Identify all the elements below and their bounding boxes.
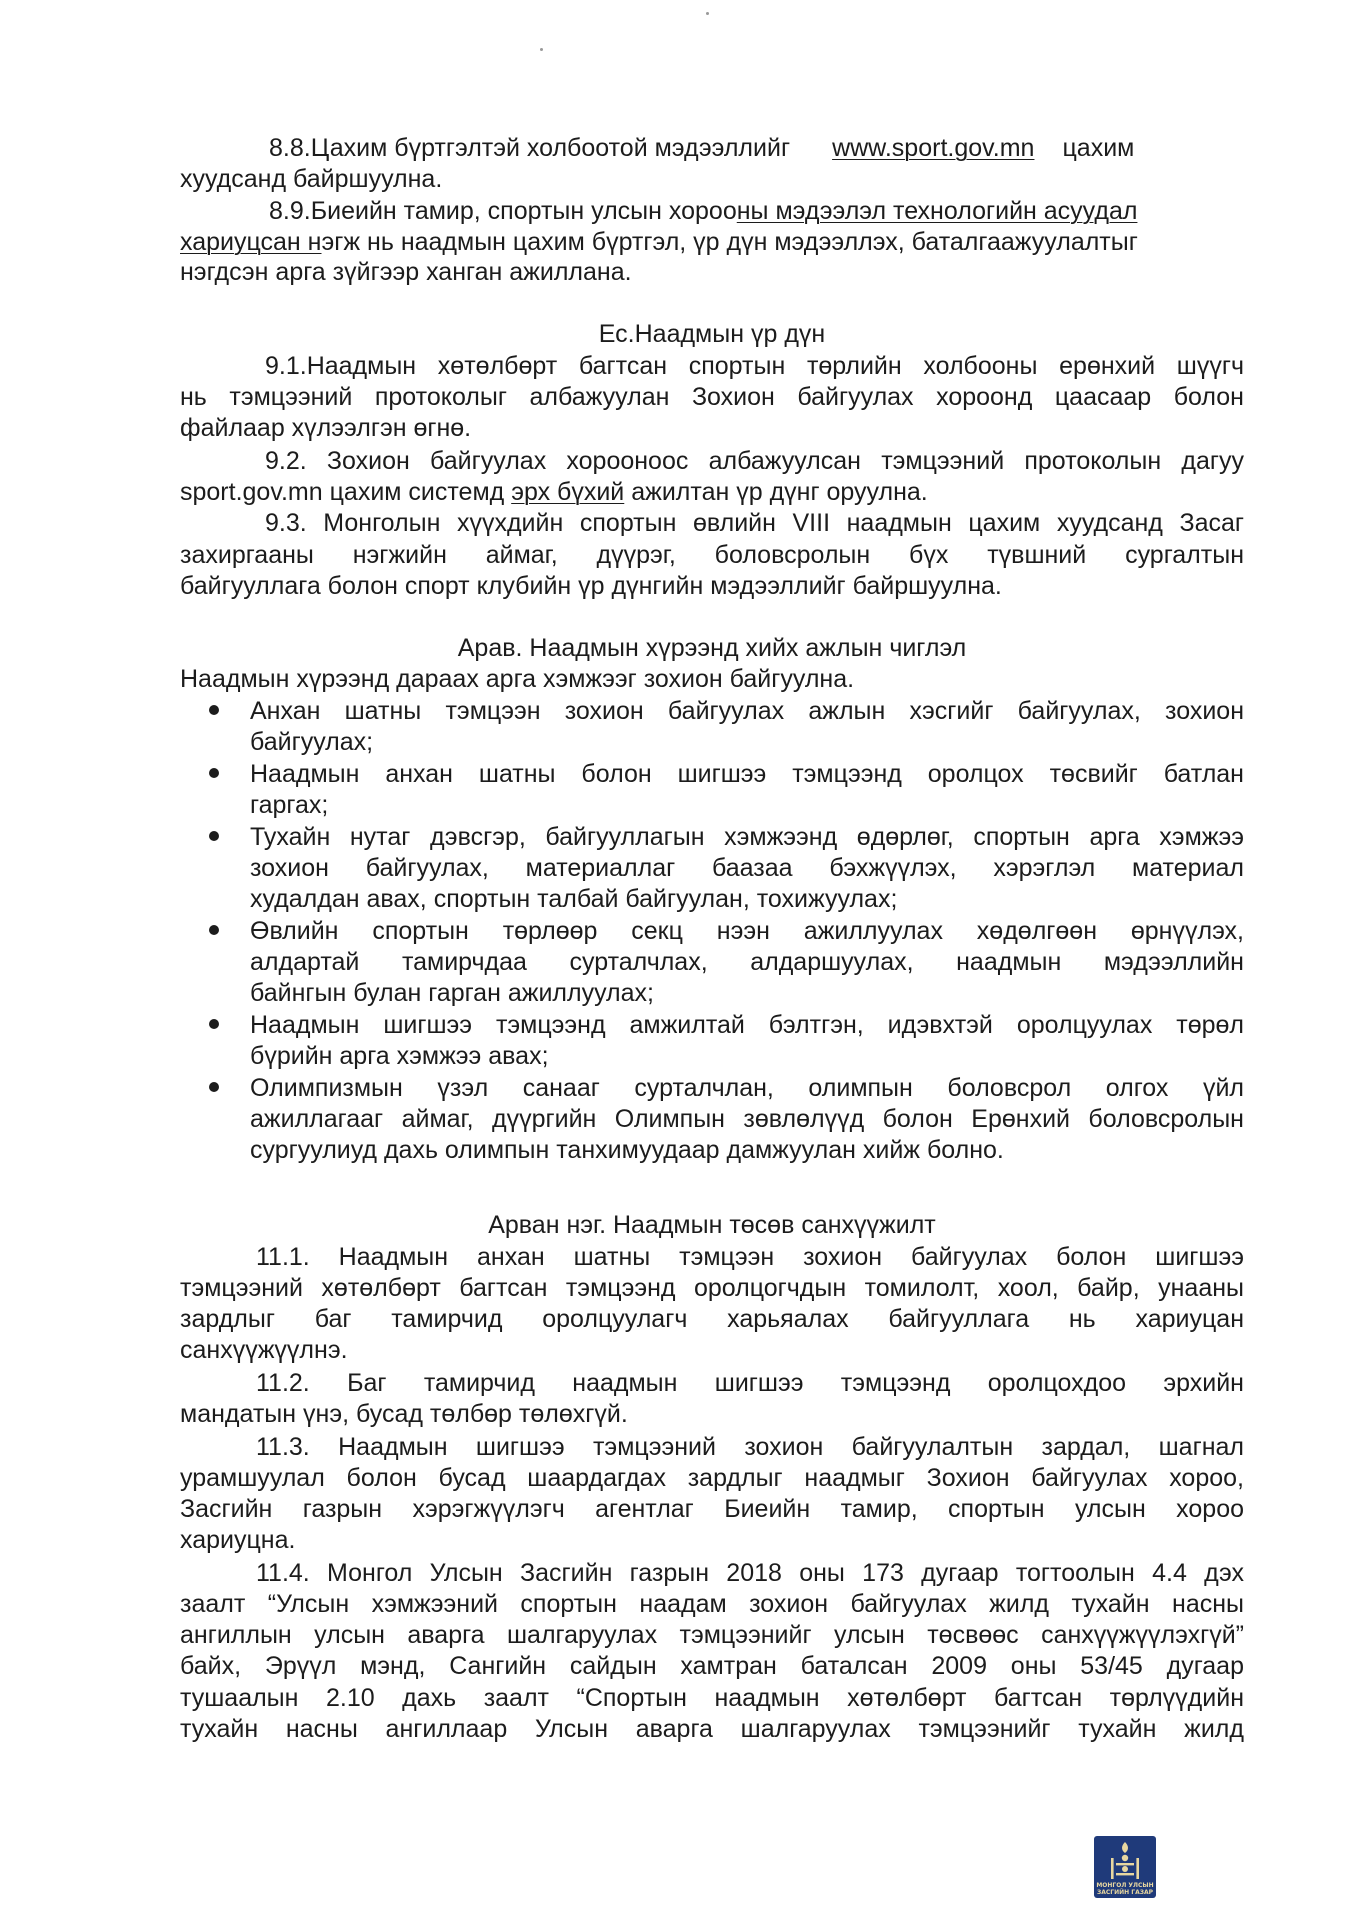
bullet-1-line-1: Анхан шатны тэмцээн зохион байгуулах ажлын хэсгийг байгуулах, зохион bbox=[250, 697, 1244, 725]
paragraph-11-4-line-1: 11.4. Монгол Улсын Засгийн газрын 2018 оны 173 дугаар тогтоолын 4.4 дэх bbox=[256, 1559, 1244, 1587]
sport-gov-link[interactable]: www.sport.gov.mn bbox=[832, 134, 1035, 162]
text-run: эгж нь наадмын цахим бүртгэл, үр дүн мэдээллэх, баталгаажуулалтыг bbox=[321, 228, 1138, 256]
bullet-3-line-3: худалдан авах, спортын талбай байгуулан, тохижуулах; bbox=[250, 885, 898, 913]
paragraph-11-4-line-4: байх, Эрүүл мэнд, Сангийн сайдын хамтран баталсан 2009 оны 53/45 дугаар bbox=[180, 1652, 1244, 1680]
bullet-icon bbox=[209, 831, 219, 841]
paragraph-11-2-line-1: 11.2. Баг тамирчид наадмын шигшээ тэмцээнд оролцохдоо эрхийн bbox=[256, 1369, 1244, 1397]
bullet-6-line-1: Олимпизмын үзэл санааг сурталчлан, олимпын боловсрол олгох үйл bbox=[250, 1074, 1244, 1102]
bullet-6-line-2: ажиллагааг аймаг, дүүргийн Олимпын зөвлөлүүд болон Ерөнхий боловсролын bbox=[250, 1105, 1244, 1133]
paragraph-11-1-line-2: тэмцээний хөтөлбөрт багтсан тэмцээнд оролцогчдын томилолт, хоол, байр, унааны bbox=[180, 1274, 1244, 1302]
paragraph-8-9-line-1 bbox=[269, 196, 1244, 226]
bullet-4-line-3: байнгын булан гарган ажиллуулах; bbox=[250, 979, 654, 1007]
bullet-icon bbox=[209, 1019, 219, 1029]
paragraph-8-9-line-3: нэгдсэн арга зүйгээр ханган ажиллана. bbox=[180, 258, 632, 286]
text-run: sport.gov.mn цахим системд bbox=[180, 478, 505, 506]
section-11-heading: Арван нэг. Наадмын төсөв санхүүжилт bbox=[488, 1211, 936, 1239]
paragraph-9-3-line-1: 9.3. Монголын хүүхдийн спортын өвлийн VIII наадмын цахим хуудсанд Засаг bbox=[265, 509, 1244, 537]
bullet-icon bbox=[209, 705, 219, 715]
paragraph-9-3-line-3: байгууллага болон спорт клубийн үр дүнгийн мэдээллийг байршуулна. bbox=[180, 572, 1002, 600]
paragraph-9-1-line-3: файлаар хүлээлгэн өгнө. bbox=[180, 414, 472, 442]
underlined-run: эрх бүхий bbox=[511, 478, 625, 506]
government-seal-icon bbox=[1094, 1836, 1156, 1898]
bullet-4-line-2: алдартай тамирчдаа сурталчлах, алдаршуулах, наадмын мэдээллийн bbox=[250, 948, 1244, 976]
text-run: 8.8.Цахим бүртгэлтэй холбоотой мэдээллийг bbox=[269, 134, 791, 162]
paragraph-11-4-line-2: заалт “Улсын хэмжээний спортын наадам зохион байгуулах жилд тухайн насны bbox=[180, 1590, 1244, 1618]
paragraph-11-1-line-1: 11.1. Наадмын анхан шатны тэмцээн зохион байгуулах болон шигшээ bbox=[256, 1243, 1244, 1271]
text-run: цахим bbox=[1062, 134, 1135, 162]
paragraph-8-9-line-2 bbox=[180, 227, 1244, 257]
seal-text: ЗАСГИЙН ГАЗАР bbox=[1096, 1889, 1154, 1896]
underlined-run: хариуцсан н bbox=[180, 228, 322, 256]
paragraph-8-8-line-1 bbox=[269, 133, 1244, 163]
paragraph-8-8-line-2: хуудсанд байршуулна. bbox=[180, 165, 443, 193]
paragraph-9-2-line-2 bbox=[180, 477, 1244, 507]
paragraph-11-3-line-4: хариуцна. bbox=[180, 1526, 296, 1554]
bullet-6-line-3: сургуулиуд дахь олимпын танхимуудаар дамжуулан хийж болно. bbox=[250, 1136, 1004, 1164]
bullet-icon bbox=[209, 925, 219, 935]
bullet-icon bbox=[209, 768, 219, 778]
paragraph-11-1-line-4: санхүүжүүлнэ. bbox=[180, 1336, 348, 1364]
paragraph-11-4-line-5: тушаалын 2.10 дахь заалт “Спортын наадмын хөтөлбөрт багтсан төрлүүдийн bbox=[180, 1684, 1244, 1712]
paragraph-11-3-line-2: урамшуулал болон бусад шаардагдах зардлыг наадмыг Зохион байгуулах хороо, bbox=[180, 1464, 1244, 1492]
paragraph-11-3-line-1: 11.3. Наадмын шигшээ тэмцээний зохион байгуулалтын зардал, шагнал bbox=[256, 1433, 1244, 1461]
section-10-intro: Наадмын хүрээнд дараах арга хэмжээг зохион байгуулна. bbox=[180, 665, 855, 693]
section-10-heading: Арав. Наадмын хүрээнд хийх ажлын чиглэл bbox=[457, 634, 967, 662]
bullet-icon bbox=[209, 1082, 219, 1092]
paragraph-11-1-line-3: зардлыг баг тамирчид оролцуулагч харьяалах байгууллага нь хариуцан bbox=[180, 1305, 1244, 1333]
paragraph-9-1-line-2: нь тэмцээний протоколыг албажуулан Зохион байгуулах хороонд цаасаар болон bbox=[180, 383, 1244, 411]
paragraph-11-4-line-3: ангиллын улсын аварга шалгаруулах тэмцээнийг улсын төсвөөс санхүүжүүлэхгүй” bbox=[180, 1621, 1244, 1649]
text-run: ажилтан үр дүнг оруулна. bbox=[631, 478, 928, 506]
paragraph-9-3-line-2: захиргааны нэгжийн аймаг, дүүрэг, боловсролын бүх түвшний сургалтын bbox=[180, 541, 1244, 569]
paragraph-9-2-line-1: 9.2. Зохион байгуулах хорооноос албажуулсан тэмцээний протоколын дагуу bbox=[265, 447, 1244, 475]
paragraph-11-2-line-2: мандатын үнэ, бусад төлбөр төлөхгүй. bbox=[180, 1400, 628, 1428]
bullet-3-line-2: зохион байгуулах, материаллаг баазаа бэхжүүлэх, хэрэглэл материал bbox=[250, 854, 1244, 882]
seal-text: МОНГОЛ УЛСЫН bbox=[1096, 1882, 1154, 1889]
bullet-2-line-2: гаргах; bbox=[250, 791, 329, 819]
text-run: 8.9.Биеийн тамир, спортын улсын хороо bbox=[269, 197, 737, 225]
scan-speck bbox=[706, 12, 709, 15]
bullet-1-line-2: байгуулах; bbox=[250, 728, 374, 756]
bullet-3-line-1: Тухайн нутаг дэвсгэр, байгууллагын хэмжээнд өдөрлөг, спортын арга хэмжээ bbox=[250, 823, 1244, 851]
section-9-heading: Ес.Наадмын үр дүн bbox=[598, 320, 826, 348]
bullet-2-line-1: Наадмын анхан шатны болон шигшээ тэмцээнд оролцох төсвийг батлан bbox=[250, 760, 1244, 788]
underlined-run: ны мэдээлэл технологийн асуудал bbox=[736, 197, 1138, 225]
paragraph-9-1-line-1: 9.1.Наадмын хөтөлбөрт багтсан спортын төрлийн холбооны ерөнхий шүүгч bbox=[265, 352, 1244, 380]
paragraph-11-3-line-3: Засгийн газрын хэрэгжүүлэгч агентлаг Биеийн тамир, спортын улсын хороо bbox=[180, 1495, 1244, 1523]
paragraph-11-4-line-6: тухайн насны ангиллаар Улсын аварга шалгаруулах тэмцээнийг тухайн жилд bbox=[180, 1715, 1244, 1743]
scan-speck bbox=[540, 48, 543, 51]
bullet-5-line-2: бүрийн арга хэмжээ авах; bbox=[250, 1042, 549, 1070]
bullet-5-line-1: Наадмын шигшээ тэмцээнд амжилтай бэлтгэн, идэвхтэй оролцуулах төрөл bbox=[250, 1011, 1244, 1039]
bullet-4-line-1: Өвлийн спортын төрлөөр секц нээн ажиллуулах хөдөлгөөн өрнүүлэх, bbox=[250, 917, 1244, 945]
